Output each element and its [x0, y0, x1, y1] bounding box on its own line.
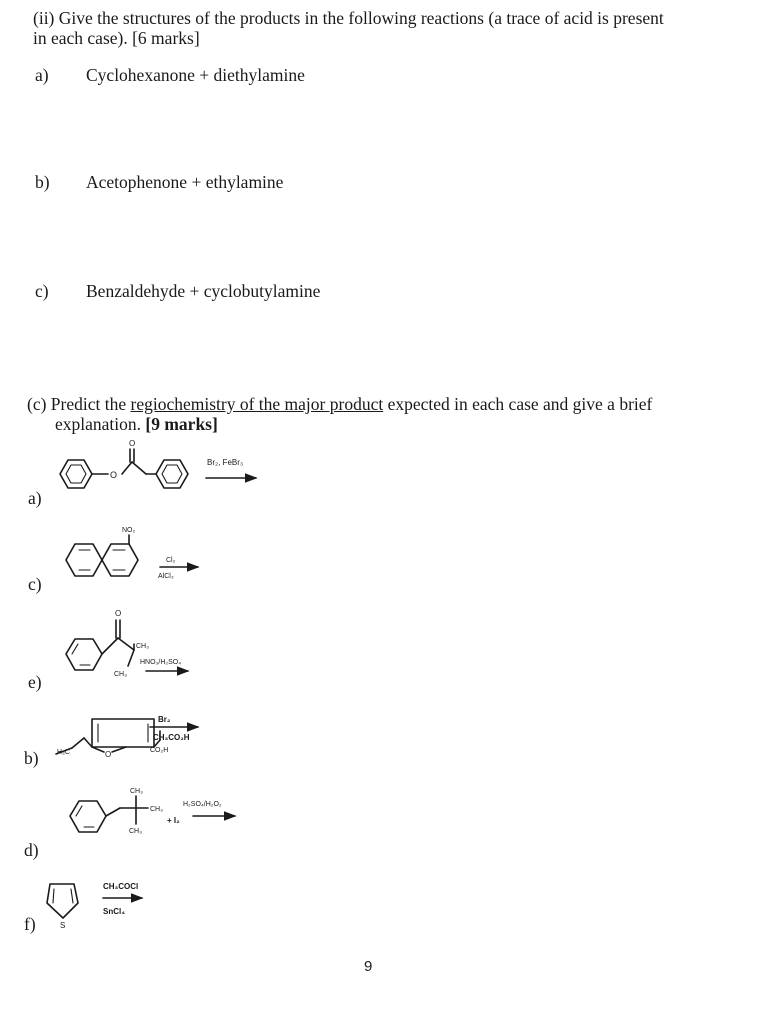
- reaction-b-label: b): [24, 748, 39, 768]
- reaction-a-carbonyl-oxygen: O: [129, 439, 136, 448]
- reaction-d-methyl-right: CH₃: [150, 806, 163, 813]
- reaction-a-label: a): [28, 488, 42, 508]
- question-c-line1: (c) Predict the regiochemistry of the major product expected in each case and give a brief: [27, 394, 653, 414]
- reaction-b-reagent-mid: CH₃CO₂H: [153, 733, 190, 742]
- item-b-text: Acetophenone + ethylamine: [86, 172, 284, 192]
- page-number: 9: [364, 958, 373, 975]
- reaction-d-reagent: H₂SO₄/H₂O₂: [183, 801, 222, 808]
- reaction-a-bridge-oxygen: O: [110, 470, 118, 480]
- reaction-e-reagent: HNO₃/H₂SO₄: [140, 659, 182, 666]
- item-c-text: Benzaldehyde + cyclobutylamine: [86, 281, 321, 301]
- reaction-b-reagent-top: Br₂: [158, 715, 171, 724]
- reaction-c-labels: [122, 527, 176, 580]
- reaction-d-methyl-bottom: CH₃: [129, 828, 142, 835]
- reaction-f-reagent-top: CH₃COCl: [103, 882, 139, 891]
- item-a-label: a): [35, 65, 49, 85]
- reaction-f-labels: [60, 882, 138, 930]
- item-b-label: b): [35, 172, 50, 192]
- item-c-label: c): [35, 281, 49, 301]
- reaction-d-plus-iodine: + I₂: [167, 816, 180, 825]
- question-ii-line1: (ii) Give the structures of the products in the following reactions (a trace of acid is present: [33, 8, 664, 28]
- reaction-b-oxygen: O: [105, 750, 112, 759]
- question-c-line2: explanation. [9 marks]: [55, 414, 218, 434]
- reaction-b-methyl: H₃C: [57, 749, 70, 756]
- reaction-c-nitro: NO₂: [122, 527, 136, 534]
- reaction-c-reagent-top: Cl₂: [166, 557, 176, 564]
- reaction-d-labels: [129, 788, 222, 835]
- reaction-a-structure: [60, 449, 256, 488]
- reaction-e-methyl-top: CH₃: [136, 643, 149, 650]
- reaction-b-labels: [57, 715, 190, 759]
- reaction-d-methyl-top: CH₃: [130, 788, 143, 795]
- item-a-text: Cyclohexanone + diethylamine: [86, 65, 305, 85]
- reaction-c-structure: [66, 535, 198, 576]
- reaction-f-label: f): [24, 914, 36, 934]
- reaction-c-reagent-bottom: AlCl₃: [158, 573, 174, 580]
- reaction-c-label: c): [28, 574, 42, 594]
- reaction-a-reagent: Br₂, FeBr₃: [207, 458, 244, 467]
- reaction-d-label: d): [24, 840, 39, 860]
- reaction-f-reagent-bottom: SnCl₄: [103, 907, 126, 916]
- reaction-f-sulfur: S: [60, 921, 66, 930]
- reaction-e-oxygen: O: [115, 609, 122, 618]
- reaction-e-methyl-bottom: CH₃: [114, 671, 127, 678]
- reaction-e-label: e): [28, 672, 42, 692]
- reaction-b-reagent-bottom: CO₂H: [150, 747, 169, 754]
- question-ii-line2: in each case). [6 marks]: [33, 28, 200, 48]
